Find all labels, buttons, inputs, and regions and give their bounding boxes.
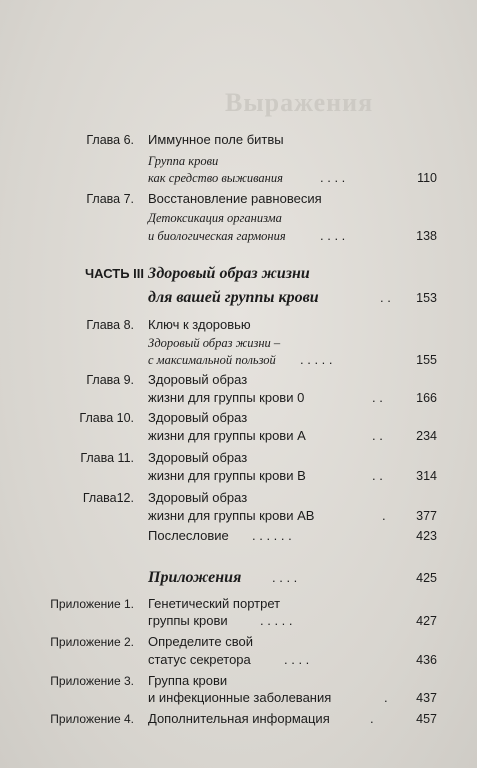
entry-label: Приложение 2. [50,635,134,649]
leader-dots: . [384,690,388,705]
leader-dots: . . . . . . [252,528,292,543]
section-title: Приложения [148,569,242,586]
entry-title: Здоровый образ [148,372,248,387]
entry-subtitle-2: и биологическая гармония [148,229,286,243]
entry-label: Глава 6. [86,133,134,147]
entry-label: Приложение 1. [50,597,134,611]
entry-title: Здоровый образ [148,410,248,425]
leader-dots: . [382,508,386,523]
entry-title: Восстановление равновесия [148,191,322,206]
entry-label: Приложение 4. [50,712,134,726]
entry-title-2: статус секретора [148,652,251,667]
page-number: 234 [416,429,437,443]
bleed-through-text: Выражения [225,88,374,117]
page-number: 423 [416,529,437,543]
leader-dots: . . . . [284,652,310,667]
entry-subtitle: Группа крови [148,154,219,168]
leader-dots: . . [372,390,383,405]
entry-label: Глава 7. [86,192,134,206]
entry-title-2: и инфекционные заболевания [148,690,332,705]
entry-title: Здоровый образ [148,450,248,465]
part-title: Здоровый образ жизни [148,265,310,282]
entry-title: Группа крови [148,673,228,688]
part-label: ЧАСТЬ III [85,266,144,281]
page-number: 457 [416,712,437,726]
entry-label: Глава 8. [86,318,134,332]
entry-title: Здоровый образ [148,490,248,505]
leader-dots: . . . . . [300,352,333,367]
entry-title: Генетический портрет [148,596,281,611]
entry-label: Глава12. [82,491,134,505]
entry-label: Глава 10. [79,411,134,425]
leader-dots: . . [380,290,391,305]
page-number: 138 [416,229,437,243]
leader-dots: . . [372,428,383,443]
entry-title: Определите свой [148,634,253,649]
leader-dots: . . . . [320,170,346,185]
entry-title-2: группы крови [148,613,228,628]
entry-title-2: жизни для группы крови В [148,468,306,483]
entry-title: Послесловие [148,528,229,543]
entry-title-2: жизни для группы крови 0 [148,390,305,405]
entry-subtitle-2: как средство выживания [148,171,283,185]
entry-label: Глава 9. [86,373,134,387]
leader-dots: . [370,711,374,726]
page-number: 377 [416,509,437,523]
entry-subtitle: Детоксикация организма [148,211,282,225]
leader-dots: . . . . . [260,613,293,628]
part-title-2: для вашей группы крови [148,289,319,306]
entry-title-2: жизни для группы крови А [148,428,306,443]
leader-dots: . . . . [320,228,346,243]
entry-title: Иммунное поле битвы [148,132,284,147]
page-number: 437 [416,691,437,705]
entry-title: Дополнительная информация [148,711,330,726]
page-number: 166 [416,391,437,405]
page-number: 153 [416,291,437,305]
entry-subtitle: Здоровый образ жизни – [148,336,281,350]
entry-label: Глава 11. [80,451,134,465]
page-number: 436 [416,653,437,667]
entry-title-2: жизни для группы крови АВ [148,508,315,523]
leader-dots: . . . . [272,570,298,585]
entry-title: Ключ к здоровью [148,317,251,332]
page-number: 110 [417,171,437,185]
entry-subtitle-2: с максимальной пользой [148,353,276,367]
leader-dots: . . [372,468,383,483]
page-number: 155 [416,353,437,367]
page-number: 314 [416,469,437,483]
page-number: 425 [416,571,437,585]
page-number: 427 [416,614,437,628]
entry-label: Приложение 3. [50,674,134,688]
